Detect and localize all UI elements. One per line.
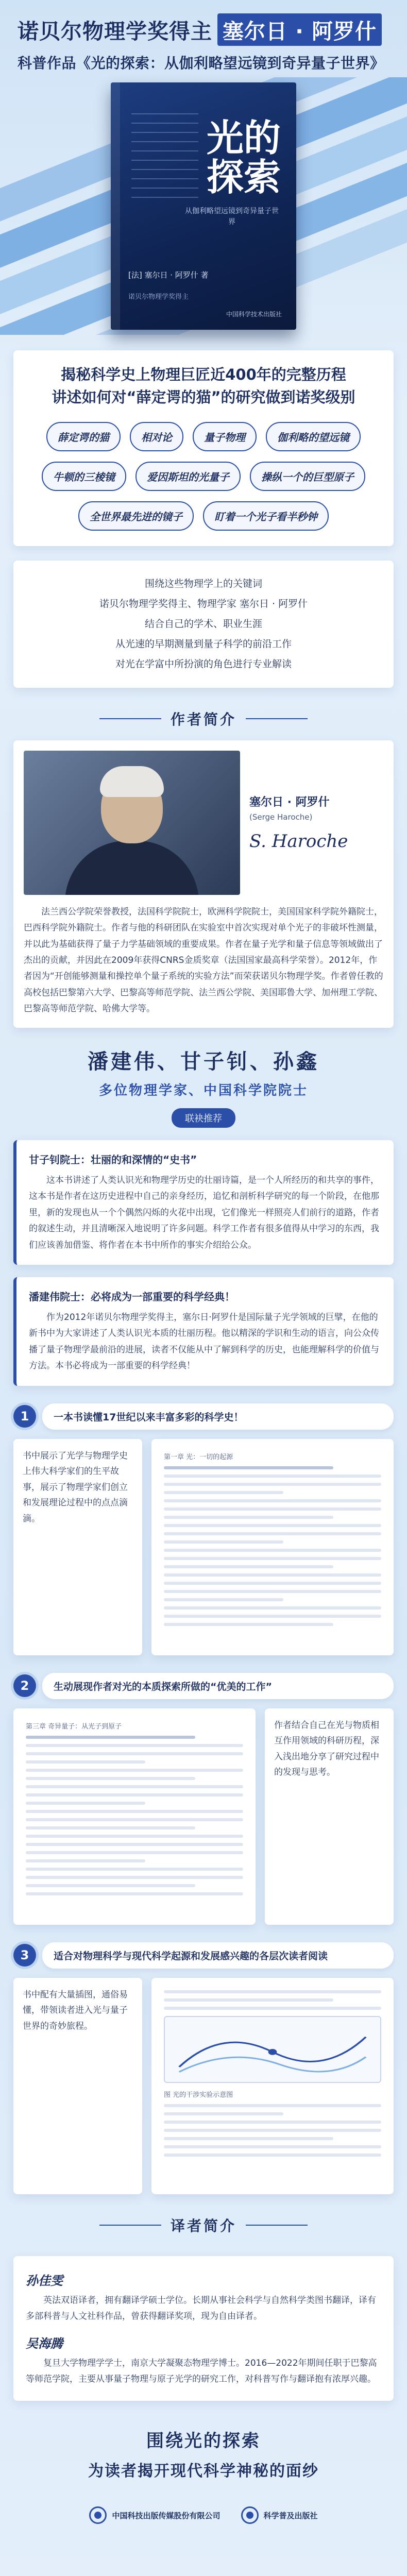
book-tagline: 诺贝尔物理学奖得主 (128, 293, 189, 301)
feature-block-1 (13, 1403, 394, 1655)
feature-block-3 (13, 1942, 394, 2194)
book-page-preview (13, 1708, 256, 1925)
closing-section (13, 2427, 394, 2524)
feature-number: 2 (13, 1674, 36, 1697)
recommend-badge: 联袂推荐 (172, 1108, 235, 1128)
publisher-logo: 科学普及出版社 (241, 2506, 318, 2524)
page-caption: 图 光的干涉实验示意图 (164, 2091, 233, 2099)
book-title: 光的 探索 (206, 116, 281, 199)
page-caption: 第三章 奇异量子：从光子到原子 (26, 1722, 122, 1731)
recommender-names: 潘建伟、甘子钊、孙鑫 (88, 1049, 319, 1074)
translators-card (13, 2256, 394, 2401)
keyword-tag: 伽利略的望远镜 (266, 422, 361, 451)
book-publisher: 中国科学技术出版社 (226, 311, 282, 318)
keyword-tag: 操纵一个的巨型原子 (250, 462, 365, 491)
book-cover (111, 82, 296, 330)
feature-text: 书中配有大量插图，通俗易懂，带领读者进入光与量子世界的奇妙旅程。 (13, 1978, 142, 2194)
translator-bio: 英法双语译者，拥有翻译学硕士学位。长期从事社会科学与自然科学类图书翻译，译有多部科普与人文社科作品，曾获得翻译奖项，现为自由译者。 (26, 2295, 376, 2322)
hero-section (0, 0, 407, 350)
keyword-tag: 盯着一个光子看半秒钟 (203, 501, 329, 531)
author-name-en: (Serge Haroche) (249, 812, 313, 822)
quote-head: 潘建伟院士：必将成为一部重要的科学经典！ (29, 1290, 235, 1303)
intro-line: 诺贝尔物理学奖得主、物理学家 塞尔日 · 阿罗什 (99, 598, 308, 609)
book-subtitle: 从伽利略望远镜到奇异量子世界 (185, 207, 279, 226)
author-name: 塞尔日 · 阿罗什 (249, 796, 330, 809)
book-spine (111, 82, 120, 330)
publisher-logo-icon (241, 2506, 259, 2524)
hero-title-prefix: 诺贝尔物理学奖得主 (18, 19, 212, 44)
feature-block-2 (13, 1673, 394, 1925)
feature-number: 3 (13, 1944, 36, 1967)
recommenders-heading (13, 1045, 394, 1128)
keyword-tags (26, 422, 381, 531)
translator-bio: 复旦大学物理学学士，南京大学凝聚态物理学博士。2016—2022年期间任职于巴黎高等师范学院，主要从事量子物理与原子光学的研究工作，对科普写作与翻译抱有浓厚兴趣。 (26, 2358, 377, 2384)
intro-line: 围绕这些物理学上的关键词 (144, 578, 262, 589)
page-caption: 第一章 光：一切的起源 (164, 1453, 233, 1461)
quote-card (13, 1277, 394, 1386)
keyword-tag: 相对论 (130, 422, 183, 451)
hero-subtitle: 科普作品《光的探索：从伽利略望远镜到奇异量子世界》 (18, 55, 385, 72)
book-page-preview (151, 1978, 394, 2194)
figure-illustration (164, 2016, 381, 2083)
feature-text: 书中展示了光学与物理学史上伟大科学家们的生平故事，展示了物理学家们创立和发展理论过程中的点点滴滴。 (13, 1439, 142, 1655)
keyword-tag: 爱因斯坦的光量子 (135, 462, 241, 491)
intro-line: 从光速的早期测量到量子科学的前沿工作 (115, 638, 292, 650)
keyword-tag: 牛顿的三棱镜 (42, 462, 126, 491)
hero-title-highlight: 塞尔日 · 阿罗什 (217, 13, 382, 46)
author-photo (24, 751, 240, 895)
intro-line: 对光在学富中所扮演的角色进行专业解读 (115, 658, 292, 670)
book-author: [法] 塞尔日 · 阿罗什 著 (128, 270, 209, 280)
closing-line-b: 为读者揭开现代科学神秘的面纱 (88, 2462, 319, 2481)
author-card (13, 740, 394, 1028)
author-section-heading: 作者简介 (0, 708, 407, 729)
keyword-tag: 量子物理 (193, 422, 257, 451)
translators-section-heading: 译者简介 (0, 2215, 407, 2235)
feature-text: 作者结合自己在光与物质相互作用领域的科研历程，深入浅出地分享了研究过程中的发现与思考。 (265, 1708, 394, 1925)
hero-title (18, 13, 389, 46)
feature-number: 1 (13, 1405, 36, 1428)
publisher-logo: 中国科技出版传媒股份有限公司 (89, 2506, 220, 2524)
keywords-banner (13, 350, 394, 546)
publisher-logos (13, 2506, 394, 2524)
intro-line: 结合自己的学术、职业生涯 (144, 618, 262, 630)
keyword-tag: 全世界最先进的镜子 (78, 501, 194, 531)
quote-body: 这本书讲述了人类认识光和物理学历史的壮丽诗篇，是一个人所经历的和共享的事件，这本书是作者在这历史进程中自己的亲身经历，追忆和剖析科学研究的每一个阶段，在他那里，新的发现也从一个个偶然闪烁的火花中出现，它们像光一样照亮人们前行的道路，作者的叙述生动，并且清晰深入地说明了许多问题。科学工作者有很多值得从中学习的东西，我们应该善加借鉴、将作者在本书中所作的事实介绍给公众。 (29, 1175, 379, 1250)
book-page-preview (151, 1439, 394, 1655)
author-bio: 法兰西公学院荣誉教授，法国科学院院士，欧洲科学院院士，美国国家科学院外籍院士，巴西科学院外籍院士。作者与他的科研团队在实验室中首次实现对单个光子的非破坏性测量，并以此为基础获得了量子力学基础领域的重要成果。作者在量子光学和量子信息等领域做出了杰出的贡献，并因此在2009年获得CNRS金质奖章（法国国家最高科学荣誉）。2012年，作者因为“开创能够测量和操控单个量子系统的实验方法”而荣获诺贝尔物理学奖。作者曾任教的高校包括巴黎第六大学、巴黎高等师范学院、法兰西公学院、美国耶鲁大学、加州理工学院、巴黎高等师范学院、哈佛大学等。 (24, 906, 383, 1014)
translator-name: 吴海腾 (26, 2335, 63, 2351)
feature-label: 适合对物理科学与现代科学起源和发展感兴趣的各层次读者阅读 (42, 1942, 394, 1969)
feature-label: 生动展现作者对光的本质探索所做的“优美的工作” (42, 1673, 394, 1699)
translator-name: 孙佳雯 (26, 2273, 63, 2288)
keyword-tag: 薛定谔的猫 (46, 422, 121, 451)
banner-headline: 揭秘科学史上物理巨匠近400年的完整历程 讲述如何对“薛定谔的猫”的研究做到诺奖级别 (52, 366, 355, 406)
publisher-logo-icon (89, 2506, 107, 2524)
quote-card (13, 1140, 394, 1265)
intro-section (13, 561, 394, 688)
quote-head: 甘子钊院士：壮丽的和深情的“史书” (29, 1153, 197, 1166)
closing-line-a: 围绕光的探索 (146, 2431, 261, 2452)
recommender-role: 多位物理学家、中国科学院院士 (98, 1082, 308, 1098)
quote-body: 作为2012年诺贝尔物理学奖得主，塞尔日·阿罗什是国际量子光学领域的巨擘，在他的新书中为大家讲述了人类认识光本质的壮丽历程。他以精深的学识和生动的语言，向公众传播了量子物理学最前沿的进展，读者不仅能从中了解到科学的历史，也能理解科学的价值与方法。本书必将成为一部重要的科学经典！ (29, 1312, 379, 1371)
author-signature: S. Haroche (249, 831, 348, 852)
feature-label: 一本书读懂17世纪以来丰富多彩的科学史！ (42, 1403, 394, 1430)
